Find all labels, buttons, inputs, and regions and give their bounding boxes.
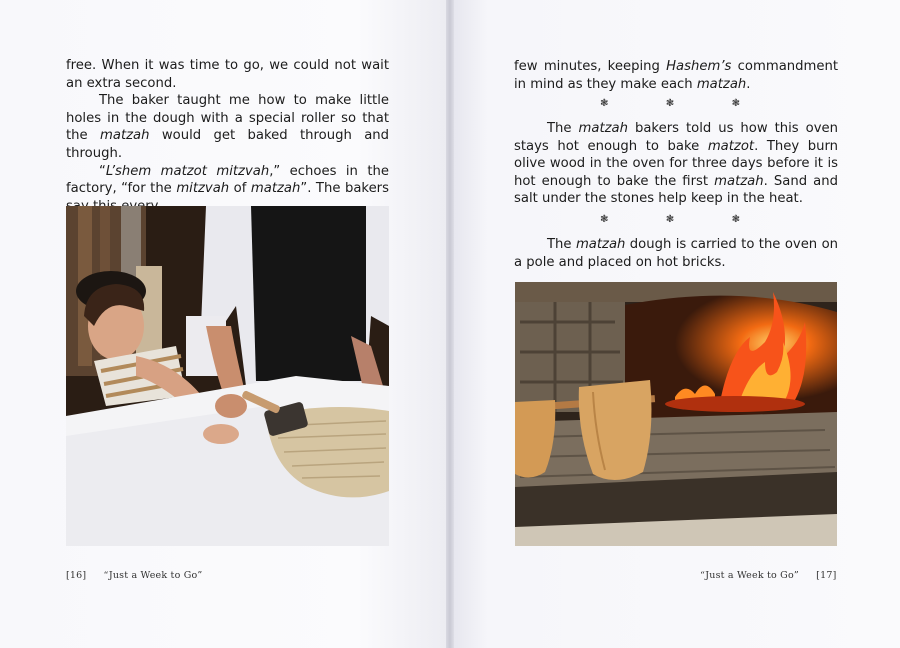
right-paragraph-2: The matzah bakers told us how this oven stays hot enough to bake matzot. They burn olive wood in the oven for three days before it is hot enough to bake the first matzah. Sand and salt under the stones help keep in the heat. <box>514 121 839 207</box>
book-gutter <box>446 0 454 648</box>
running-title: “Just a Week to Go” <box>103 570 203 581</box>
left-paragraph-3: “L’shem matzot mitzvah,” echoes in the factory, “for the mitzvah of matzah”. The bakers <box>66 163 389 197</box>
running-title: “Just a Week to Go” <box>700 570 799 581</box>
ornament-icon: ❃ <box>731 214 740 225</box>
page-number: [17] <box>816 570 837 581</box>
ornament-icon: ❃ <box>665 98 675 109</box>
right-page-footer <box>700 570 836 581</box>
oven-photo <box>515 282 837 546</box>
ornament-icon: ❃ <box>665 214 675 225</box>
right-paragraph-1: few minutes, keeping Hashem’s commandment in mind as they make each matzah. <box>514 59 838 92</box>
left-paragraph-2: The baker taught me how to make little holes in the dough with a special roller so that the matzah would get baked through and through. <box>66 93 390 161</box>
ornament-divider <box>600 98 740 109</box>
ornament-icon: ❃ <box>600 98 609 109</box>
left-paragraph-1: free. When it was time to go, we could not wait an extra second. <box>66 58 389 91</box>
ornament-divider <box>600 214 740 225</box>
ornament-icon: ❃ <box>600 214 609 225</box>
left-page-text <box>66 57 389 215</box>
left-page-footer <box>66 570 202 581</box>
baking-photo-child-and-baker <box>66 206 389 546</box>
ornament-icon: ❃ <box>731 98 740 109</box>
right-paragraph-3: The matzah dough is carried to the oven on a pole and placed on hot bricks. <box>514 237 838 270</box>
page-number: [16] <box>66 570 87 581</box>
